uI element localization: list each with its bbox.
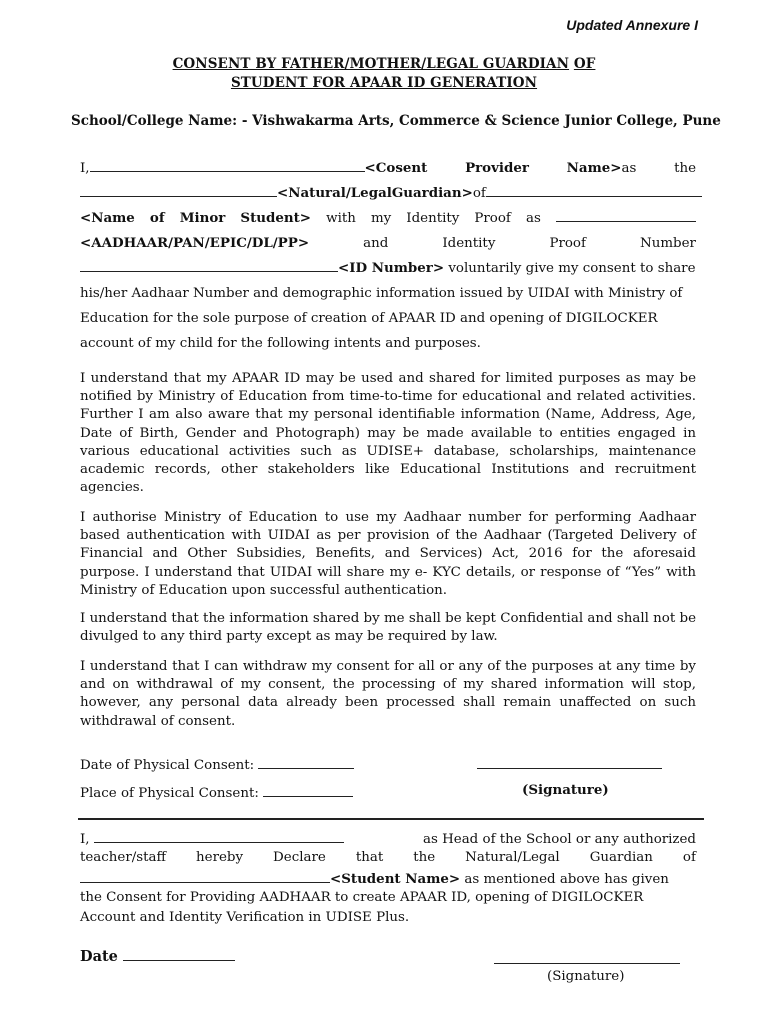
consent-line-4: <AADHAAR/PAN/EPIC/DL/PP> and Identity Proof Number [80, 235, 696, 251]
id-number-field[interactable] [80, 257, 338, 272]
consent-line-1: I, <Cosent Provider Name>as the [80, 156, 696, 181]
form-title-main: CONSENT BY FATHER/MOTHER/LEGAL GUARDIAN [172, 56, 570, 72]
head-signature-label: (Signature) [547, 969, 625, 984]
paragraph-apaar-usage: I understand that my APAAR ID may be used and shared for limited purposes as may be notified by Ministry of Education from time-to-time for educational and related activities. Further I am also aware that my personal identifiable information (Name, Address, Age, Date of Birth, Gender and Photograph) may be made available to entities engaged in various educational activities such as UDISE+ database, scholarships, maintenance academic records, other stakeholders like Educational Institutions and recruitment agencies. [80, 371, 696, 496]
parent-signature-label: (Signature) [522, 782, 609, 798]
footer-date-field[interactable] [123, 948, 235, 961]
place-of-consent-field[interactable] [263, 782, 353, 797]
footer-date-row [80, 948, 235, 965]
consent-line-2: <Natural/LegalGuardian>of [80, 181, 696, 206]
paragraph-confidential: I understand that the information shared by me shall be kept Confidential and shall not be divulged to any third party except as may be required by law. [80, 611, 696, 645]
paragraph-withdrawal: I understand that I can withdraw my consent for all or any of the purposes at any time by and on withdrawal of my consent, the processing of my shared information will stop, however, any personal data already been processed shall remain unaffected on such withdrawal of consent. [80, 659, 696, 729]
school-name-line: School/College Name: - Vishwakarma Arts, Commerce & Science Junior College, Pune [71, 113, 721, 129]
consent-fill-block [80, 156, 696, 356]
form-title-line-2 [0, 75, 768, 91]
consent-provider-name-field[interactable] [90, 157, 365, 172]
consent-line-5: <ID Number> voluntarily give my consent to share [80, 256, 696, 281]
form-title-line-1 [0, 56, 768, 72]
consent-line-3: <Name of Minor Student> with my Identity Proof as [80, 206, 696, 231]
declaration-block [80, 828, 696, 928]
place-of-consent-label: Place of Physical Consent: [80, 786, 259, 801]
declaration-line-3: <Student Name> as mentioned above has given [80, 868, 696, 888]
declaration-line-4: the Consent for Providing AADHAAR to create APAAR ID, opening of DIGILOCKER [80, 890, 644, 905]
parent-signature-line[interactable] [477, 767, 662, 769]
date-of-consent-field[interactable] [258, 754, 354, 769]
section-divider [78, 818, 704, 820]
annexure-label: Updated Annexure I [566, 17, 698, 33]
date-of-consent-row [80, 754, 354, 773]
identity-proof-type-field[interactable] [556, 207, 696, 222]
minor-student-field[interactable] [486, 182, 702, 197]
form-title-of: OF [573, 56, 596, 72]
guardian-name-field[interactable] [80, 868, 330, 883]
consent-line-6: his/her Aadhaar Number and demographic information issued by UIDAI with Ministry of [80, 286, 683, 301]
paragraph-authorisation: I authorise Ministry of Education to use my Aadhaar number for performing Aadhaar based authentication with UIDAI as per provision of the Aadhaar (Targeted Delivery of Financial and Other Subsidies, Benefits, and Services) Act, 2016 for the aforesaid purpose. I understand that UIDAI will share my e- KYC details, or response of “Yes” with Ministry of Education upon successful authentication. [80, 510, 696, 598]
declaration-line-5: Account and Identity Verification in UDISE Plus. [80, 910, 410, 925]
declaration-line-2: teacher/staff hereby Declare that the Natural/Legal Guardian of [80, 850, 696, 865]
head-of-school-name-field[interactable] [94, 828, 344, 843]
head-signature-line[interactable] [494, 962, 680, 964]
date-of-consent-label: Date of Physical Consent: [80, 758, 255, 773]
place-of-consent-row [80, 782, 353, 801]
form-title-sub: STUDENT FOR APAAR ID GENERATION [230, 75, 538, 91]
consent-line-7: Education for the sole purpose of creation of APAAR ID and opening of DIGILOCKER [80, 311, 658, 326]
footer-date-label: Date [80, 948, 118, 965]
declaration-line-1: I, as Head of the School or any authorized [80, 828, 696, 848]
guardian-relation-field[interactable] [80, 182, 277, 197]
consent-line-8: account of my child for the following intents and purposes. [80, 336, 481, 351]
